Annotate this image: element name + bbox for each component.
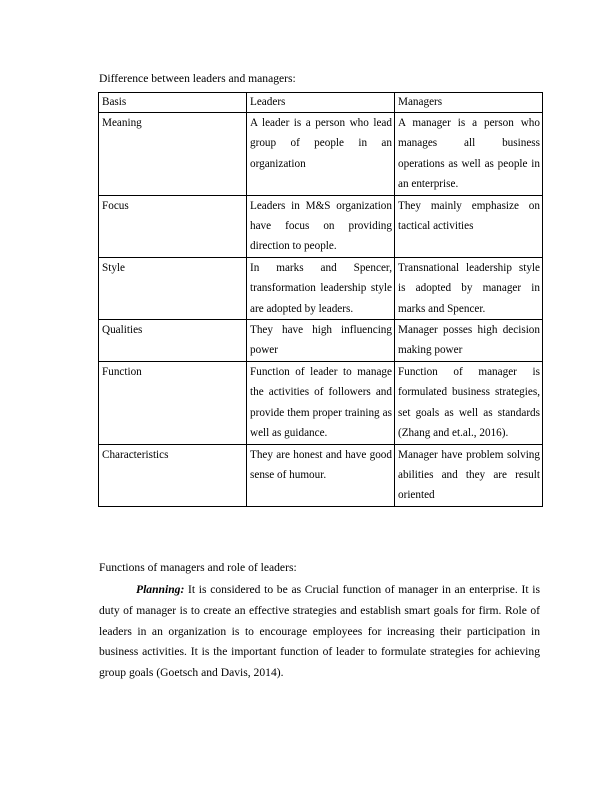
leaders-cell: A leader is a person who lead group of people in an organization (247, 113, 395, 196)
table-row (99, 320, 543, 362)
leaders-cell: Leaders in M&S organization have focus on providing direction to people. (247, 195, 395, 257)
managers-cell: Manager posses high decision making power (395, 320, 543, 362)
managers-cell: A manager is a person who manages all business operations as well as people in an enterprise. (395, 113, 543, 196)
table-header-row (99, 93, 543, 113)
managers-cell: Manager have problem solving abilities and they are result oriented (395, 444, 543, 506)
basis-cell: Function (99, 361, 247, 444)
header-cell-leaders: Leaders (247, 93, 395, 113)
leaders-cell: Function of leader to manage the activities of followers and provide them proper training as well as guidance. (247, 361, 395, 444)
managers-cell: They mainly emphasize on tactical activities (395, 195, 543, 257)
basis-cell: Focus (99, 195, 247, 257)
leaders-cell: In marks and Spencer, transformation leadership style are adopted by leaders. (247, 257, 395, 319)
table-row (99, 361, 543, 444)
table-row (99, 113, 543, 196)
basis-cell: Characteristics (99, 444, 247, 506)
leaders-cell: They are honest and have good sense of humour. (247, 444, 395, 506)
leaders-vs-managers-table (98, 92, 543, 507)
table-row (99, 195, 543, 257)
table-caption: Difference between leaders and managers: (99, 72, 296, 85)
basis-cell: Style (99, 257, 247, 319)
table-row (99, 444, 543, 506)
header-cell-managers: Managers (395, 93, 543, 113)
leaders-cell: They have high influencing power (247, 320, 395, 362)
basis-cell: Qualities (99, 320, 247, 362)
managers-cell: Function of manager is formulated business strategies, set goals as well as standards (Zhang and et.al., 2016). (395, 361, 543, 444)
table-row (99, 257, 543, 319)
header-cell-basis: Basis (99, 93, 247, 113)
basis-cell: Meaning (99, 113, 247, 196)
planning-paragraph (99, 580, 540, 684)
managers-cell: Transnational leadership style is adopted by manager in marks and Spencer. (395, 257, 543, 319)
section-title: Functions of managers and role of leaders: (99, 561, 297, 574)
planning-text: It is considered to be as Crucial function of manager in an enterprise. It is duty of manager is to create an effective strategies and establish smart goals for firm. Role of leaders in an organization is to encourage employees for increasing their participation in business activities. It is the important function of leader to formulate strategies for achieving group goals (Goetsch and Davis, 2014). (99, 583, 540, 680)
planning-lead: Planning: (136, 583, 185, 596)
